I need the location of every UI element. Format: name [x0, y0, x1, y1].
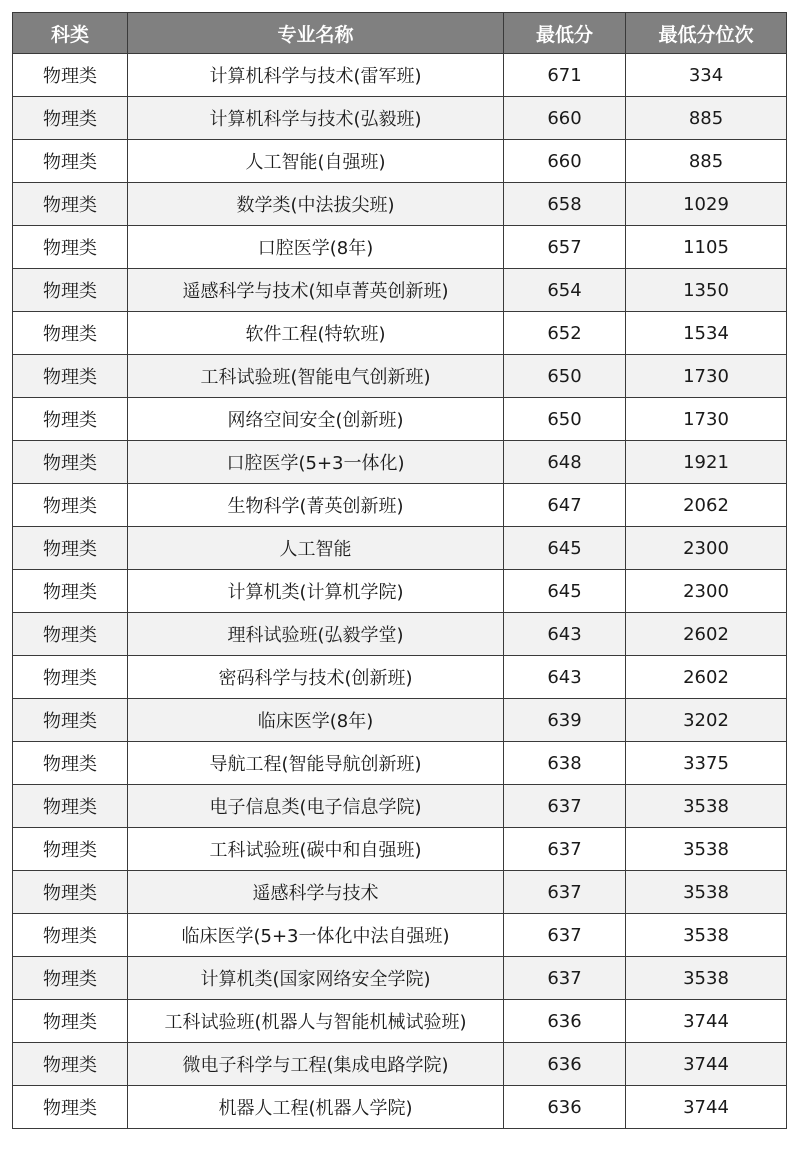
cell-category: 物理类 [13, 656, 128, 699]
table-row [13, 656, 787, 699]
cell-major-name: 计算机类(国家网络安全学院) [128, 957, 504, 1000]
cell-category: 物理类 [13, 871, 128, 914]
table-row [13, 699, 787, 742]
cell-min-score: 660 [504, 140, 626, 183]
cell-major-name: 生物科学(菁英创新班) [128, 484, 504, 527]
cell-min-rank: 2602 [626, 656, 787, 699]
cell-min-score: 658 [504, 183, 626, 226]
table-row [13, 527, 787, 570]
cell-min-rank: 3538 [626, 914, 787, 957]
cell-category: 物理类 [13, 828, 128, 871]
cell-min-rank: 885 [626, 97, 787, 140]
cell-min-score: 671 [504, 54, 626, 97]
cell-category: 物理类 [13, 398, 128, 441]
cell-min-score: 637 [504, 828, 626, 871]
cell-min-score: 637 [504, 957, 626, 1000]
cell-category: 物理类 [13, 785, 128, 828]
cell-category: 物理类 [13, 957, 128, 1000]
cell-category: 物理类 [13, 570, 128, 613]
cell-category: 物理类 [13, 97, 128, 140]
cell-category: 物理类 [13, 355, 128, 398]
cell-min-score: 643 [504, 613, 626, 656]
cell-major-name: 人工智能 [128, 527, 504, 570]
table-header [13, 13, 787, 54]
cell-major-name: 电子信息类(电子信息学院) [128, 785, 504, 828]
cell-min-score: 657 [504, 226, 626, 269]
table-row [13, 1000, 787, 1043]
cell-major-name: 临床医学(5+3一体化中法自强班) [128, 914, 504, 957]
table-row [13, 828, 787, 871]
cell-category: 物理类 [13, 699, 128, 742]
cell-min-rank: 2062 [626, 484, 787, 527]
cell-category: 物理类 [13, 183, 128, 226]
cell-min-rank: 1730 [626, 398, 787, 441]
table-row [13, 226, 787, 269]
cell-category: 物理类 [13, 742, 128, 785]
cell-min-rank: 334 [626, 54, 787, 97]
cell-min-score: 660 [504, 97, 626, 140]
table-row [13, 957, 787, 1000]
cell-major-name: 软件工程(特软班) [128, 312, 504, 355]
table-row [13, 97, 787, 140]
cell-min-rank: 885 [626, 140, 787, 183]
cell-min-score: 650 [504, 355, 626, 398]
cell-major-name: 计算机科学与技术(弘毅班) [128, 97, 504, 140]
cell-category: 物理类 [13, 1000, 128, 1043]
cell-major-name: 机器人工程(机器人学院) [128, 1086, 504, 1129]
table-row [13, 269, 787, 312]
table-row [13, 871, 787, 914]
header-row [13, 13, 787, 54]
cell-category: 物理类 [13, 54, 128, 97]
table-row [13, 54, 787, 97]
table-row [13, 1043, 787, 1086]
cell-min-rank: 1921 [626, 441, 787, 484]
table-body [13, 54, 787, 1129]
cell-min-rank: 3538 [626, 828, 787, 871]
cell-min-score: 638 [504, 742, 626, 785]
cell-category: 物理类 [13, 269, 128, 312]
admission-scores-table [12, 12, 787, 1129]
cell-category: 物理类 [13, 226, 128, 269]
cell-category: 物理类 [13, 914, 128, 957]
cell-major-name: 网络空间安全(创新班) [128, 398, 504, 441]
cell-major-name: 口腔医学(8年) [128, 226, 504, 269]
cell-min-score: 654 [504, 269, 626, 312]
cell-min-score: 636 [504, 1043, 626, 1086]
cell-min-score: 652 [504, 312, 626, 355]
cell-major-name: 计算机类(计算机学院) [128, 570, 504, 613]
cell-min-rank: 3375 [626, 742, 787, 785]
cell-category: 物理类 [13, 140, 128, 183]
cell-min-rank: 3538 [626, 957, 787, 1000]
cell-min-rank: 2602 [626, 613, 787, 656]
cell-min-rank: 3744 [626, 1043, 787, 1086]
cell-min-rank: 1350 [626, 269, 787, 312]
cell-major-name: 计算机科学与技术(雷军班) [128, 54, 504, 97]
header-min-score: 最低分 [504, 13, 626, 54]
table-row [13, 570, 787, 613]
table-row [13, 140, 787, 183]
cell-major-name: 遥感科学与技术(知卓菁英创新班) [128, 269, 504, 312]
cell-major-name: 理科试验班(弘毅学堂) [128, 613, 504, 656]
cell-min-score: 637 [504, 871, 626, 914]
header-min-rank: 最低分位次 [626, 13, 787, 54]
table-row [13, 183, 787, 226]
cell-category: 物理类 [13, 484, 128, 527]
cell-major-name: 工科试验班(智能电气创新班) [128, 355, 504, 398]
cell-min-score: 643 [504, 656, 626, 699]
cell-category: 物理类 [13, 613, 128, 656]
table-row [13, 785, 787, 828]
cell-category: 物理类 [13, 312, 128, 355]
cell-min-rank: 1534 [626, 312, 787, 355]
table-row [13, 742, 787, 785]
cell-min-rank: 1105 [626, 226, 787, 269]
cell-major-name: 导航工程(智能导航创新班) [128, 742, 504, 785]
table-row [13, 1086, 787, 1129]
cell-min-rank: 2300 [626, 527, 787, 570]
cell-major-name: 数学类(中法拔尖班) [128, 183, 504, 226]
header-category: 科类 [13, 13, 128, 54]
table-row [13, 484, 787, 527]
cell-min-score: 647 [504, 484, 626, 527]
cell-category: 物理类 [13, 1086, 128, 1129]
table-row [13, 914, 787, 957]
cell-min-rank: 1730 [626, 355, 787, 398]
cell-min-rank: 3744 [626, 1000, 787, 1043]
cell-min-score: 637 [504, 914, 626, 957]
cell-min-rank: 3202 [626, 699, 787, 742]
cell-min-rank: 3744 [626, 1086, 787, 1129]
cell-min-rank: 1029 [626, 183, 787, 226]
cell-major-name: 微电子科学与工程(集成电路学院) [128, 1043, 504, 1086]
cell-major-name: 遥感科学与技术 [128, 871, 504, 914]
cell-major-name: 临床医学(8年) [128, 699, 504, 742]
cell-min-rank: 3538 [626, 785, 787, 828]
cell-major-name: 密码科学与技术(创新班) [128, 656, 504, 699]
cell-major-name: 人工智能(自强班) [128, 140, 504, 183]
cell-major-name: 工科试验班(碳中和自强班) [128, 828, 504, 871]
cell-min-rank: 2300 [626, 570, 787, 613]
cell-category: 物理类 [13, 527, 128, 570]
cell-category: 物理类 [13, 441, 128, 484]
cell-category: 物理类 [13, 1043, 128, 1086]
header-major-name: 专业名称 [128, 13, 504, 54]
cell-major-name: 工科试验班(机器人与智能机械试验班) [128, 1000, 504, 1043]
cell-min-score: 636 [504, 1000, 626, 1043]
cell-min-score: 648 [504, 441, 626, 484]
table-row [13, 398, 787, 441]
table-row [13, 441, 787, 484]
cell-min-score: 639 [504, 699, 626, 742]
table-row [13, 355, 787, 398]
cell-min-rank: 3538 [626, 871, 787, 914]
cell-min-score: 645 [504, 570, 626, 613]
table-row [13, 613, 787, 656]
cell-major-name: 口腔医学(5+3一体化) [128, 441, 504, 484]
cell-min-score: 637 [504, 785, 626, 828]
cell-min-score: 645 [504, 527, 626, 570]
cell-min-score: 650 [504, 398, 626, 441]
cell-min-score: 636 [504, 1086, 626, 1129]
table-row [13, 312, 787, 355]
